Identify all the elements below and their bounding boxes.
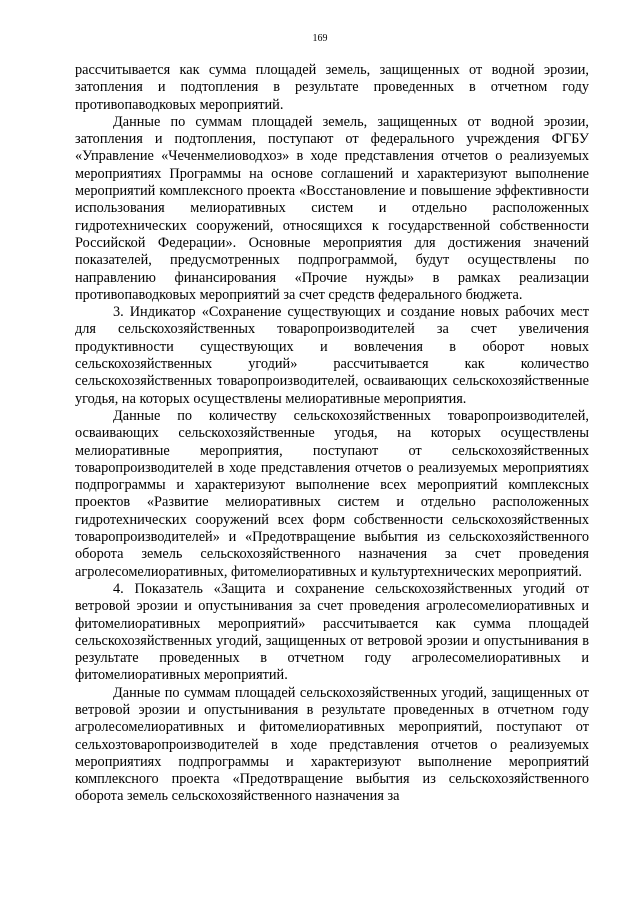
paragraph-indicator-3: 3. Индикатор «Сохранение существующих и создание новых рабочих мест для сельскохозяйственных товаропроизводителей за счет увеличения продуктивности существующих и вовлечения в оборот новых сельскохозяйственных угодий» рассчитывается как количество сельскохозяйственных товаропроизводителей, осваивающих сельскохозяйственные угодья, на которых осуществлены мелиоративные мероприятия. [75,304,589,407]
paragraph-continuation: рассчитывается как сумма площадей земель, защищенных от водной эрозии, затопления и подтопления в результате проведенных в отчетном году противопаводковых мероприятий. [75,62,589,113]
paragraph-flood-protection-data: Данные по суммам площадей земель, защищенных от водной эрозии, затопления и подтопления, поступают от федерального учреждения ФГБУ «Управление «Чеченмелиоводхоз» в ходе представления отчетов о реализуемых мероприятиях Программы на основе соглашений и характеризуют выполнение мероприятий комплексного проекта «Восстановление и повышение эффективности использования мелиоративных систем и отдельно расположенных гидротехнических сооружений, относящихся к государственной собственности Российской Федерации». Основные мероприятия для достижения значений показателей, предусмотренных подпрограммой, будут осуществлены по направлению финансирования «Прочие нужды» в рамках реализации противопаводковых мероприятий за счет средств федерального бюджета. [75,113,589,303]
paragraph-producers-data: Данные по количеству сельскохозяйственных товаропроизводителей, осваивающих сельскохозяйственные угодья, на которых осуществлены мелиоративные мероприятия, поступают от сельскохозяйственных товаропроизводителей в ходе представления отчетов о реализуемых мероприятиях подпрограммы и характеризуют выполнение всех мероприятий комплексных проектов «Развитие мелиоративных систем и отдельно расположенных гидротехнических сооружений всех форм собственности сельскохозяйственных товаропроизводителей» и «Предотвращение выбытия из сельскохозяйственного оборота земель сельскохозяйственного назначения за счет проведения агролесомелиоративных, фитомелиоративных и культуртехнических мероприятий. [75,407,589,580]
document-body [75,62,589,806]
paragraph-indicator-4: 4. Показатель «Защита и сохранение сельскохозяйственных угодий от ветровой эрозии и опустынивания за счет проведения агролесомелиоративных и фитомелиоративных мероприятий» рассчитывается как сумма площадей сельскохозяйственных угодий, защищенных от ветровой эрозии и опустынивания в результате проведенных в отчетном году агролесомелиоративных и фитомелиоративных мероприятий. [75,580,589,684]
page-number: 169 [312,33,328,44]
paragraph-wind-erosion-data: Данные по суммам площадей сельскохозяйственных угодий, защищенных от ветровой эрозии и опустынивания в результате проведенных в отчетном году агролесомелиоративных и фитомелиоративных мероприятий, поступают от сельхозтоваропроизводителей в ходе представления отчетов о реализуемых мероприятиях подпрограммы и характеризуют выполнение мероприятий комплексного проекта «Предотвращение выбытия из сельскохозяйственного оборота земель сельскохозяйственного назначения за [75,684,589,805]
